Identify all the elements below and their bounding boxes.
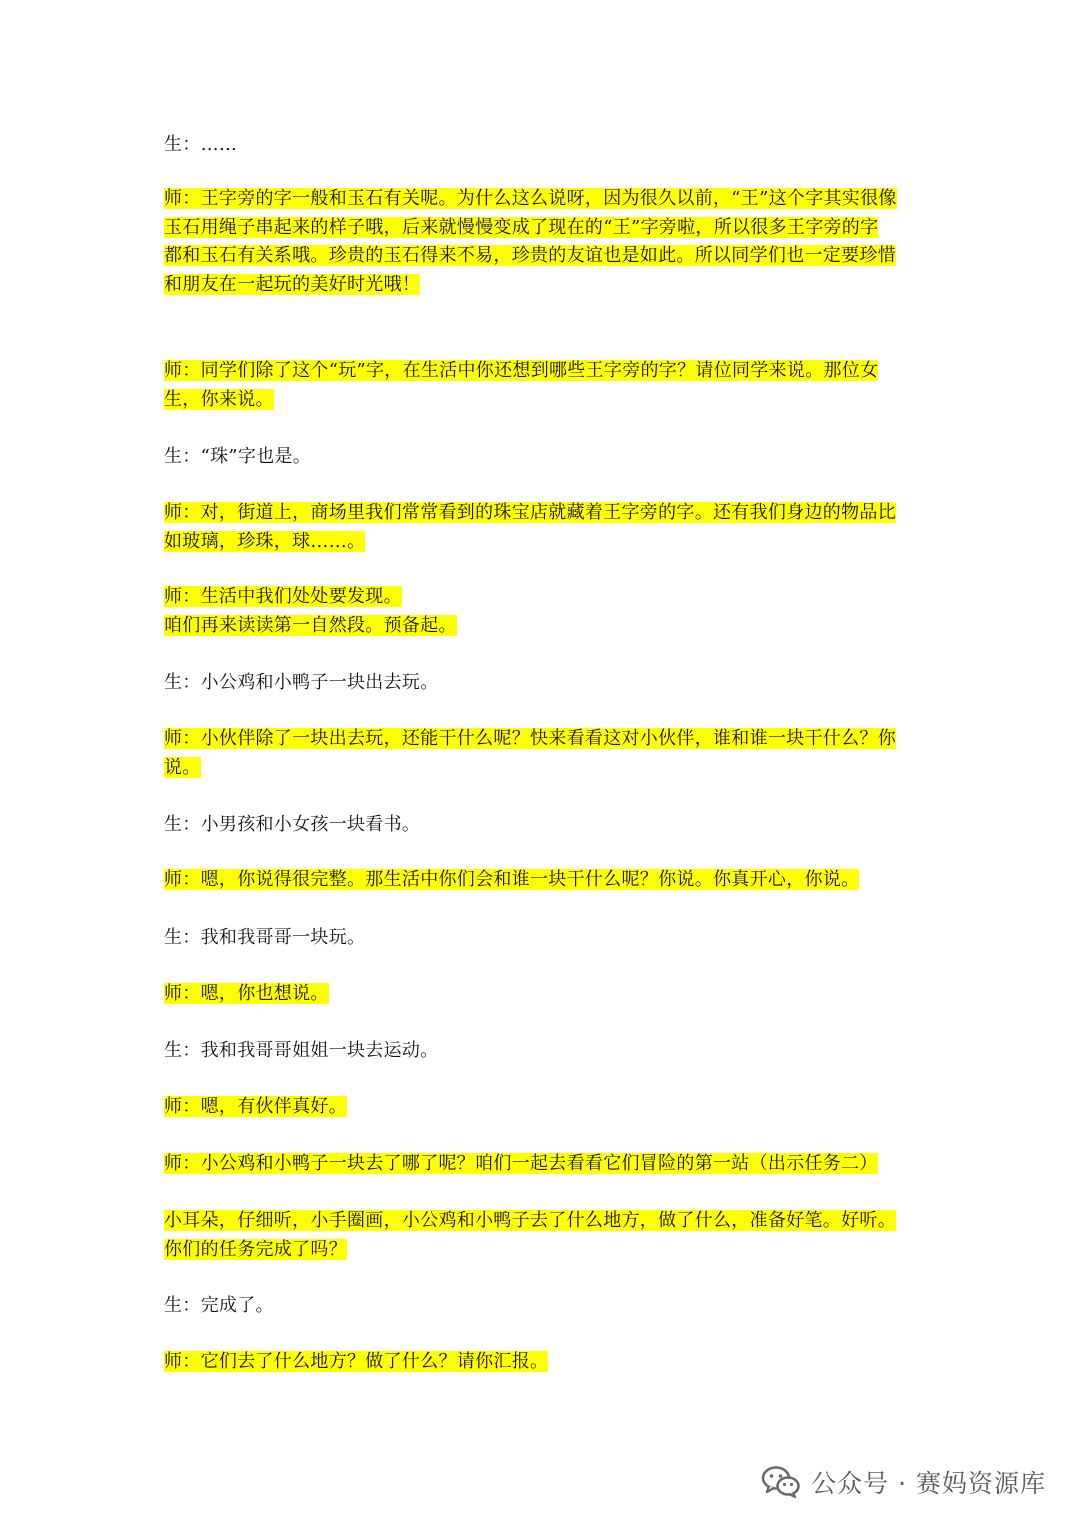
teacher-paragraph — [164, 1348, 924, 1377]
teacher-paragraph — [164, 1093, 924, 1122]
text-line — [164, 754, 924, 783]
student-paragraph — [164, 1037, 924, 1066]
text-line-content: 如玻璃，珍珠，球……。 — [164, 530, 366, 552]
text-line-content: 生：…… — [164, 134, 238, 155]
teacher-paragraph — [164, 1207, 924, 1264]
teacher-paragraph — [164, 866, 924, 895]
text-line-content: 生：小公鸡和小鸭子一块出去玩。 — [164, 672, 439, 693]
wechat-icon — [761, 1465, 801, 1499]
teacher-paragraph — [164, 1150, 924, 1179]
text-line-content: 师：它们去了什么地方？做了什么？请你汇报。 — [164, 1351, 549, 1372]
text-line — [164, 980, 924, 1009]
text-line-content: 师：对，街道上，商场里我们常常看到的珠宝店就藏着王字旁的字。还有我们身边的物品比 — [164, 502, 896, 523]
watermark-text: 公众号 · 赛妈资源库 — [811, 1469, 1046, 1498]
text-line — [164, 1037, 924, 1066]
student-paragraph — [164, 924, 924, 953]
text-line-content: 师：小伙伴除了一块出去玩，还能干什么呢？快来看看这对小伙伴，谁和谁一块干什么？你 — [164, 728, 896, 749]
text-line — [164, 386, 924, 415]
text-line-content: 和朋友在一起玩的美好时光哦！ — [164, 273, 421, 295]
text-line — [164, 669, 924, 698]
teacher-paragraph — [164, 725, 924, 782]
text-line — [164, 583, 924, 612]
text-line — [164, 1207, 924, 1236]
text-line-content: 生：小男孩和小女孩一块看书。 — [164, 814, 421, 835]
text-line-content: 师：小公鸡和小鸭子一块去了哪了呢？咱们一起去看看它们冒险的第一站（出示任务二） — [164, 1153, 878, 1174]
teacher-paragraph — [164, 980, 924, 1009]
text-line — [164, 271, 924, 300]
text-line-content: 生：“珠”字也是。 — [164, 446, 312, 467]
text-line-content: 师：同学们除了这个“玩”字，在生活中你还想到哪些王字旁的字？请位同学来说。那位女 — [164, 360, 879, 381]
text-line-content: 小耳朵，仔细听，小手圈画，小公鸡和小鸭子去了什么地方，做了什么，准备好笔。好听。 — [164, 1210, 896, 1231]
text-line — [164, 1236, 924, 1265]
student-paragraph — [164, 811, 924, 840]
teacher-paragraph — [164, 185, 924, 299]
student-paragraph — [164, 443, 924, 472]
text-line — [164, 725, 924, 754]
text-line — [164, 1292, 924, 1321]
text-line — [164, 866, 924, 895]
text-line — [164, 185, 924, 214]
text-line — [164, 811, 924, 840]
text-line-content: 生：我和我哥哥姐姐一块去运动。 — [164, 1040, 439, 1061]
text-line-content: 师：王字旁的字一般和玉石有关呢。为什么这么说呀，因为很久以前，“王”这个字其实很像 — [164, 188, 897, 209]
text-line-content: 师：嗯，你说得很完整。那生活中你们会和谁一块干什么呢？你说。你真开心，你说。 — [164, 869, 860, 890]
text-line — [164, 1348, 924, 1377]
student-paragraph — [164, 1292, 924, 1321]
teacher-paragraph — [164, 357, 924, 414]
text-line-content: 师：生活中我们处处要发现。 — [164, 586, 402, 607]
text-line-content: 生，你来说。 — [164, 388, 274, 410]
text-line — [164, 214, 924, 243]
text-line-content: 生：我和我哥哥一块玩。 — [164, 927, 366, 948]
text-line-content: 师：嗯，你也想说。 — [164, 983, 329, 1004]
text-line-content: 玉石用绳子串起来的样子哦，后来就慢慢变成了现在的“王”字旁啦，所以很多王字旁的字 — [164, 216, 879, 238]
teacher-paragraph — [164, 499, 924, 556]
student-paragraph — [164, 669, 924, 698]
student-paragraph — [164, 131, 924, 160]
text-line — [164, 1093, 924, 1122]
text-line — [164, 1150, 924, 1179]
text-line — [164, 357, 924, 386]
text-line-content: 咱们再来读读第一自然段。预备起。 — [164, 614, 457, 636]
text-line — [164, 242, 924, 271]
text-line-content: 都和玉石有关系哦。珍贵的玉石得来不易，珍贵的友谊也是如此。所以同学们也一定要珍惜 — [164, 245, 896, 266]
text-line-content: 师：嗯，有伙伴真好。 — [164, 1096, 347, 1117]
text-line — [164, 443, 924, 472]
text-line — [164, 612, 924, 641]
text-line — [164, 499, 924, 528]
watermark — [761, 1462, 1046, 1502]
text-line — [164, 528, 924, 557]
text-line-content: 说。 — [164, 756, 201, 778]
text-line-content: 你们的任务完成了吗？ — [164, 1238, 347, 1260]
teacher-paragraph — [164, 583, 924, 640]
text-line — [164, 131, 924, 160]
text-line-content: 生：完成了。 — [164, 1295, 274, 1316]
text-line — [164, 924, 924, 953]
